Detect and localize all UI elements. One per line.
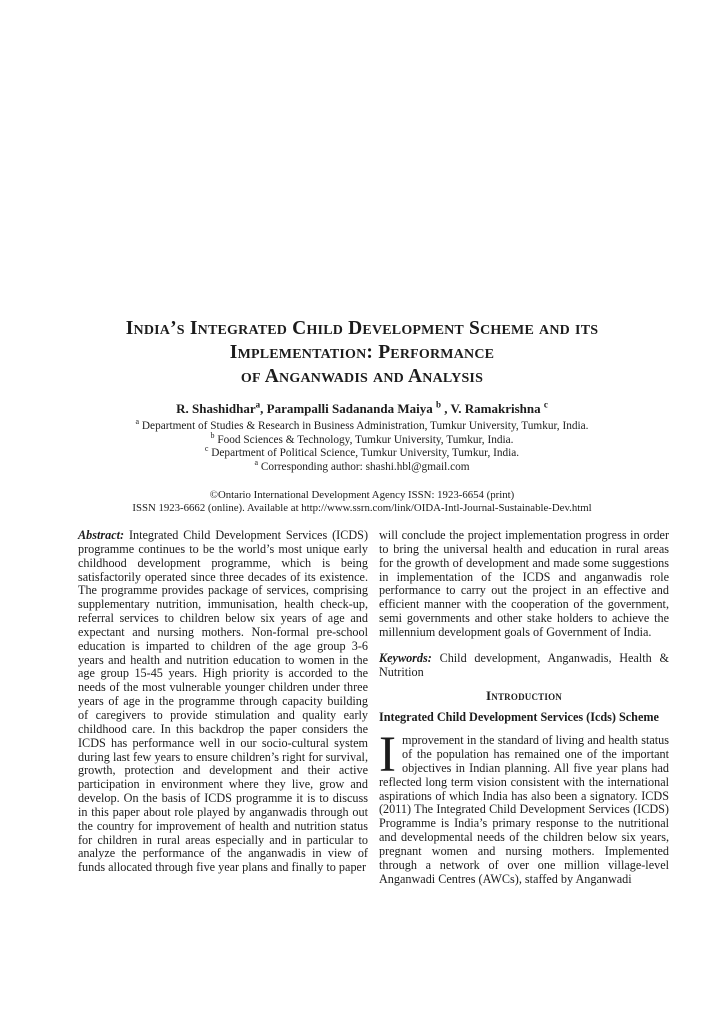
- affiliation-text: Department of Studies & Research in Business Administration, Tumkur University, Tumkur, India.: [141, 420, 589, 432]
- affiliation-superscript: a: [135, 417, 140, 427]
- affiliation-line: [0, 417, 724, 434]
- affiliation-superscript: a: [254, 458, 259, 468]
- paper-title-line-2: Implementation: Performance: [229, 342, 495, 363]
- publisher-block: [0, 489, 724, 515]
- abstract-text: Integrated Child Development Services (ICDS) programme continues to be the world’s most unique early childhood development programme, which is being satisfactorily operated since three decades of its existence. The programme provides package of services, comprising supplementary nutrition, immunisation, health check-up, referral services to children below six years of age and expectant and nursing mothers. Non-formal pre-school education is imparted to children of the age group 3-6 years and health and nutrition education to women in the age group 15-45 years. High priority is accorded to the needs of the most vulnerable younger children under three years of age in the programme through capacity building of caregivers to provide stimulation and quality early childhood care. In this backdrop the paper considers the ICDS has performance well in our socio-cultural system during last few years to ensure children’s right for survival, growth, protection and development and their active participation in environment where they live, grow and develop. On the basis of ICDS programme it is to discuss in this paper about role played by anganwadis through out the country for improvement of health and nutrition status for children in rural areas especially and in particular to analyze the performance of the anganwadis in view of funds allocated through five year plans and finally to paper: [78, 528, 368, 875]
- affiliation-text: Department of Political Science, Tumkur University, Tumkur, India.: [211, 447, 520, 460]
- column-left: [78, 529, 368, 886]
- abstract-label: Abstract:: [78, 528, 125, 542]
- introduction-heading: Introduction: [486, 688, 562, 704]
- introduction-subheading: Integrated Child Development Services (Icds) Scheme: [379, 710, 659, 725]
- introduction-paragraph: [379, 727, 669, 886]
- affiliation-superscript: b: [210, 430, 215, 440]
- author-superscript: b: [436, 399, 442, 410]
- abstract-paragraph: [78, 529, 368, 875]
- author-superscript: a: [255, 399, 261, 410]
- affiliation-text: Food Sciences & Technology, Tumkur University, Tumkur, India.: [217, 433, 514, 446]
- keywords-text: Child development, Anganwadis, Health & Nutrition: [379, 650, 669, 679]
- corresponding-author-text: Corresponding author: shashi.hbl@gmail.com: [260, 461, 470, 474]
- publisher-line-issn-print: ©Ontario International Development Agency ISSN: 1923-6654 (print): [209, 489, 515, 501]
- publisher-line-issn-online: ISSN 1923-6662 (online). Available at http://www.ssrn.com/link/OIDA-Intl-Journal-Sustainable-Dev.html: [132, 502, 592, 515]
- affiliations-block: [0, 417, 724, 475]
- paper-title-line-3: of Anganwadis and Analysis: [240, 366, 484, 387]
- author-separator: ,: [260, 401, 267, 416]
- affiliation-superscript: c: [204, 444, 209, 454]
- keywords-label: Keywords:: [379, 650, 432, 665]
- author-name: V. Ramakrishna: [450, 401, 541, 416]
- author-name: Parampalli Sadananda Maiya: [266, 401, 433, 416]
- affiliation-line: [0, 430, 724, 448]
- dropcap-letter: I: [379, 727, 396, 784]
- paper-title-line-1: India’s Integrated Child Development Scheme and its: [125, 318, 599, 339]
- affiliation-line: [0, 444, 724, 461]
- column-right: [379, 529, 669, 886]
- authors-line: [0, 401, 724, 417]
- author-name: R. Shashidhar: [176, 401, 256, 416]
- body-columns: [78, 529, 670, 886]
- introduction-text: mprovement in the standard of living and health status of the population has remained one of the important objectives in Indian planning. All five year plans had reflected long term vision consistent with the international aspirations of which India has also been a signatory. ICDS (2011) The Integrated Child Development Services (ICDS) Programme is India’s primary response to the nutritional and developmental needs of the children below six years, pregnant women and nursing mothers. Implemented through a network of over one million village-level Anganwadi Centres (AWCs), staffed by Anganwadi: [379, 733, 669, 886]
- corresponding-author-line: [0, 458, 724, 475]
- author-superscript: c: [543, 399, 548, 410]
- keywords-paragraph: [379, 652, 669, 680]
- abstract-continuation-paragraph: will conclude the project implementation progress in order to bring the universal health and education in rural areas for the growth of development and made some suggestions in implementation of the ICDS and anganwadis role performance to carry out the project in an effective and efficient manner with the cooperation of the government, semi governments and other stake holders to achieve the millennium development goals of Government of India.: [379, 528, 669, 639]
- paper-title: [50, 317, 674, 389]
- author-separator: ,: [441, 401, 451, 416]
